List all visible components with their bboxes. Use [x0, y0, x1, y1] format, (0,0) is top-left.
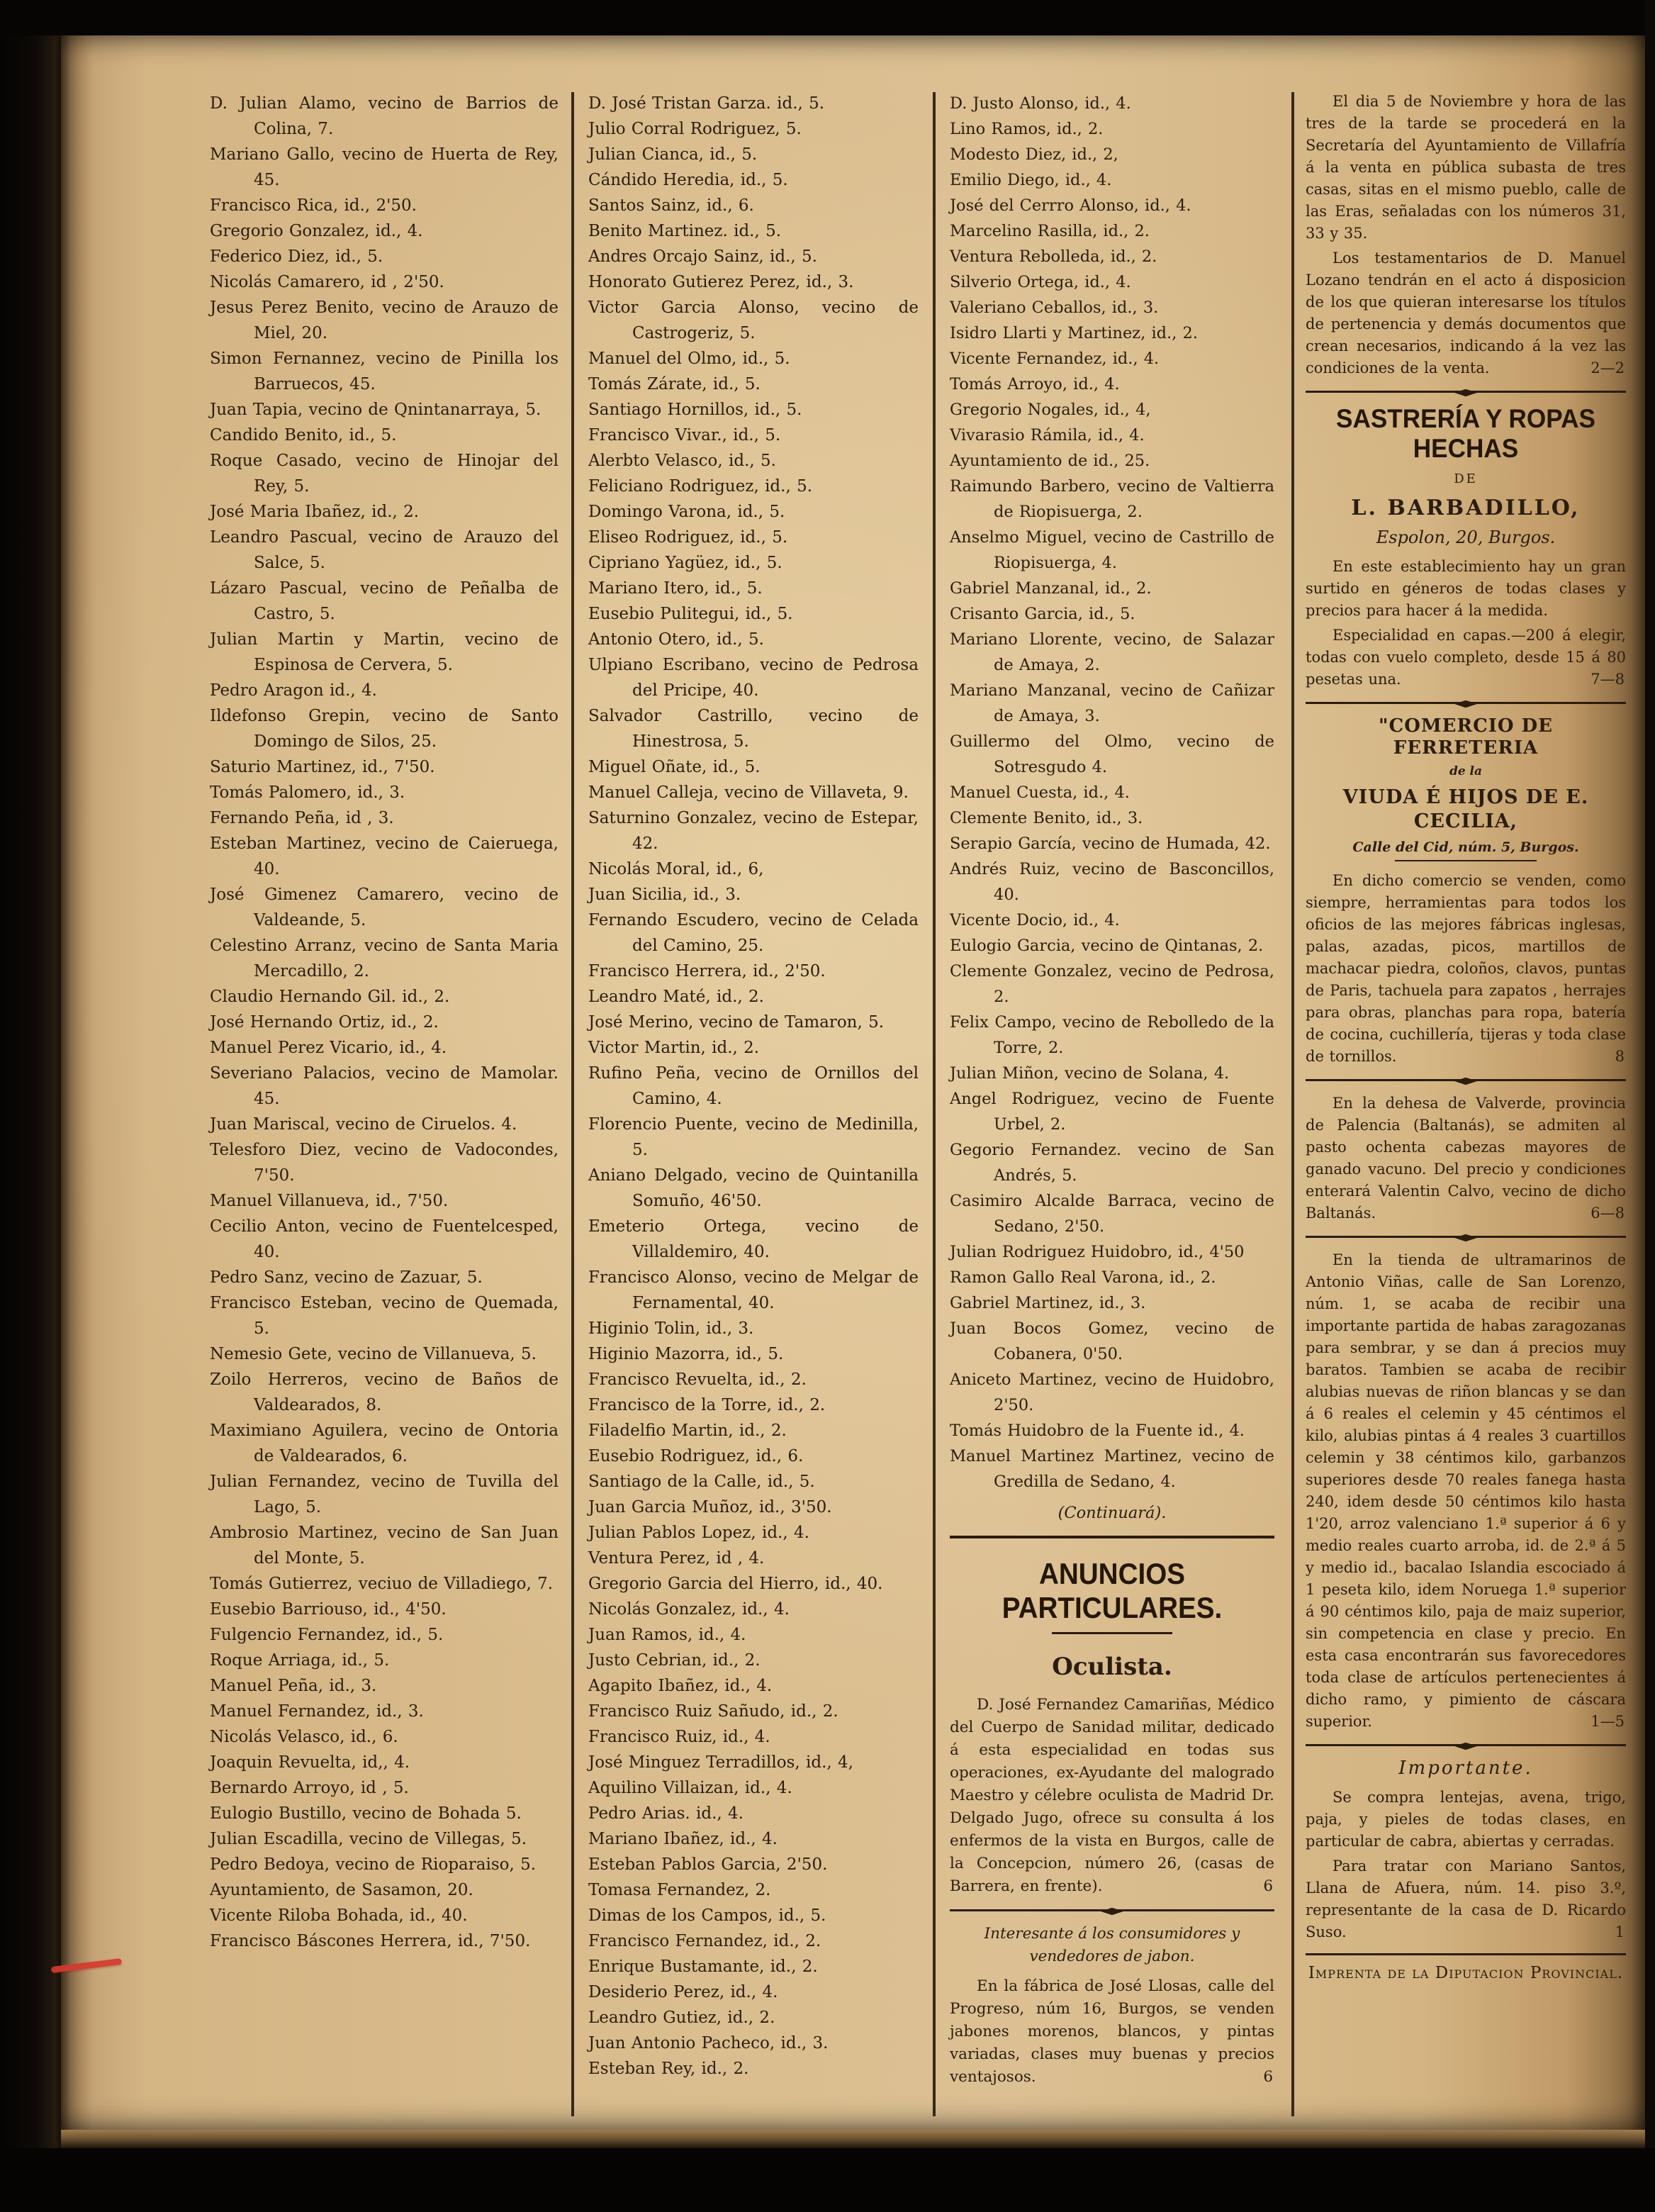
- list-entry: Santiago Hornillos, id., 5.: [588, 401, 802, 419]
- sastreria-paragraph-2-text: Especialidad en capas.—200 á elegir, todas con vuelo completo, desde 15 á 80 pesetas una.: [1306, 627, 1626, 688]
- section-rule: [950, 1536, 1274, 1538]
- column-rule-3: [1291, 92, 1294, 2116]
- importante-paragraph-2-text: Para tratar con Mariano Santos, Llana de Afuera, núm. 14. piso 3.º, representante de la casa de D. Ricardo Suso.: [1306, 1858, 1626, 1940]
- continuara-note: (Continuará).: [1057, 1504, 1167, 1522]
- list-entry: Claudio Hernando Gil. id., 2.: [210, 988, 450, 1006]
- list-entry: José Gimenez Camarero, vecino de Valdeande, 5.: [210, 886, 559, 929]
- list-entry: Anselmo Miguel, vecino de Castrillo de Riopisuerga, 4.: [950, 528, 1274, 572]
- importante-number: 1: [1615, 1923, 1625, 1940]
- list-entry: Desiderio Perez, id., 4.: [588, 1983, 778, 2001]
- list-entry: Saturnino Gonzalez, vecino de Estepar, 42.: [588, 809, 919, 853]
- list-entry: Tomás Palomero, id., 3.: [210, 783, 405, 802]
- footer-rule: [1306, 1953, 1626, 1955]
- list-entry: Tomás Zárate, id., 5.: [588, 375, 761, 393]
- valverde-number: 6—8: [1591, 1205, 1625, 1222]
- list-entry: Juan Ramos, id., 4.: [588, 1626, 746, 1644]
- list-entry: Pedro Aragon id., 4.: [210, 681, 377, 700]
- list-entry: Enrique Bustamante, id., 2.: [588, 1957, 818, 1976]
- list-entry: Modesto Diez, id., 2,: [950, 145, 1118, 164]
- list-entry: Telesforo Diez, vecino de Vadocondes, 7'50.: [210, 1141, 559, 1185]
- list-entry: Cipriano Yagüez, id., 5.: [588, 554, 782, 572]
- list-entry: Francisco Rica, id., 2'50.: [210, 196, 417, 215]
- villafria-notice: [1306, 91, 1626, 245]
- list-entry: Nemesio Gete, vecino de Villanueva, 5.: [210, 1345, 537, 1363]
- ferreteria-paragraph-text: En dicho comercio se venden, como siempre, herramientas para todos los oficios de las mejores fábricas inglesas, palas, azadas, picos, martillos de machacar piedra, coloños, clavos, puntas de Paris, tachuela para zapatos , herrajes para obras, planchas para ropa, batería de cocina, cuchillería, tijeras y toda clase de tornillos.: [1306, 872, 1626, 1065]
- list-entry: Severiano Palacios, vecino de Mamolar. 45.: [210, 1064, 559, 1108]
- list-entry: Manuel del Olmo, id., 5.: [588, 350, 790, 368]
- list-entry: Julian Escadilla, vecino de Villegas, 5.: [210, 1830, 527, 1848]
- list-entry: Manuel Peña, id., 3.: [210, 1677, 377, 1695]
- list-entry: Candido Benito, id., 5.: [210, 426, 397, 445]
- list-entry: Mariano Llorente, vecino, de Salazar de Amaya, 2.: [950, 630, 1274, 674]
- diamond-separator: [950, 1909, 1274, 1911]
- list-entry: Juan Antonio Pacheco, id., 3.: [588, 2034, 829, 2052]
- lozano-notice-number: 2—2: [1591, 359, 1625, 376]
- oculista-ad-number: 6: [1263, 1877, 1273, 1895]
- column-2-resident-list: [588, 91, 919, 2082]
- list-entry: Clemente Benito, id., 3.: [950, 809, 1143, 827]
- list-entry: Julian Fernandez, vecino de Tuvilla del Lago, 5.: [210, 1473, 559, 1516]
- list-entry: Francisco Vivar., id., 5.: [588, 426, 781, 445]
- scan-background-bottom: [0, 2148, 1655, 2212]
- list-entry: Salvador Castrillo, vecino de Hinestrosa, 5.: [588, 707, 919, 751]
- list-entry: Ventura Perez, id , 4.: [588, 1549, 765, 1568]
- column-rule-1: [571, 92, 574, 2116]
- list-entry: Cecilio Anton, vecino de Fuentelcesped, 40.: [210, 1217, 559, 1261]
- list-entry: D. Julian Alamo, vecino de Barrios de Colina, 7.: [210, 94, 559, 138]
- scan-background-top: [0, 0, 1655, 35]
- list-entry: Francisco Esteban, vecino de Quemada, 5.: [210, 1294, 559, 1338]
- list-entry: José Merino, vecino de Tamaron, 5.: [588, 1013, 885, 1032]
- list-entry: Eliseo Rodriguez, id., 5.: [588, 528, 788, 547]
- diamond-separator: [1306, 1236, 1626, 1238]
- list-entry: Simon Fernannez, vecino de Pinilla los Barruecos, 45.: [210, 350, 559, 393]
- list-entry: Gegorio Fernandez. vecino de San Andrés, 5.: [950, 1141, 1274, 1185]
- heading-underline: [1395, 860, 1537, 861]
- list-entry: Tomás Arroyo, id., 4.: [950, 375, 1120, 393]
- sastreria-de: DE: [1454, 471, 1478, 486]
- list-entry: José del Cerrro Alonso, id., 4.: [950, 196, 1191, 215]
- villafria-notice-text: El dia 5 de Noviembre y hora de las tres de la tarde se procederá en la Secretaría del Ayuntamiento de Villafría á la venta en pública subasta de tres casas, sitas en el mismo pueblo, calle de las Eras, señaladas con los números 31, 33 y 35.: [1306, 93, 1626, 242]
- list-entry: Feliciano Rodriguez, id., 5.: [588, 477, 813, 496]
- list-entry: Juan Sicilia, id., 3.: [588, 886, 741, 904]
- list-entry: Eusebio Barriouso, id., 4'50.: [210, 1600, 447, 1619]
- list-entry: Julio Corral Rodriguez, 5.: [588, 120, 802, 138]
- list-entry: Crisanto Garcia, id., 5.: [950, 605, 1135, 623]
- list-entry: Marcelino Rasilla, id., 2.: [950, 222, 1150, 240]
- list-entry: Vicente Riloba Bohada, id., 40.: [210, 1906, 468, 1925]
- list-entry: Victor Martin, id., 2.: [588, 1039, 760, 1057]
- list-entry: Nicolás Moral, id., 6,: [588, 860, 764, 878]
- list-entry: Fernando Escudero, vecino de Celada del Camino, 25.: [588, 911, 919, 955]
- list-entry: Mariano Ibañez, id., 4.: [588, 1830, 778, 1848]
- list-entry: Justo Cebrian, id., 2.: [588, 1651, 761, 1670]
- column-rule-2: [933, 92, 936, 2116]
- list-entry: Vivarasio Rámila, id., 4.: [950, 426, 1145, 445]
- list-entry: Dimas de los Campos, id., 5.: [588, 1906, 826, 1925]
- list-entry: Ulpiano Escribano, vecino de Pedrosa del Pricipe, 40.: [588, 656, 919, 700]
- list-entry: Clemente Gonzalez, vecino de Pedrosa, 2.: [950, 962, 1274, 1006]
- importante-paragraph-1: [1306, 1787, 1626, 1853]
- list-entry: Pedro Bedoya, vecino de Rioparaiso, 5.: [210, 1855, 537, 1874]
- list-entry: Casimiro Alcalde Barraca, vecino de Sedano, 2'50.: [950, 1192, 1274, 1236]
- jabon-ad-text: En la fábrica de José Llosas, calle del Progreso, núm 16, Burgos, se venden jabones morenos, blancos, y pintas variadas, clases muy buenas y precios ventajosos.: [950, 1977, 1274, 2086]
- list-entry: Leandro Pascual, vecino de Arauzo del Salce, 5.: [210, 528, 559, 572]
- heading-underline: [1052, 1632, 1172, 1634]
- list-entry: Lino Ramos, id., 2.: [950, 120, 1104, 138]
- list-entry: Federico Diez, id., 5.: [210, 247, 383, 266]
- list-entry: Manuel Cuesta, id., 4.: [950, 783, 1130, 802]
- list-entry: Francisco Fernandez, id., 2.: [588, 1932, 821, 1950]
- list-entry: Julian Miñon, vecino de Solana, 4.: [950, 1064, 1230, 1083]
- list-entry: Ventura Rebolleda, id., 2.: [950, 247, 1157, 266]
- list-entry: Juan Tapia, vecino de Qnintanarraya, 5.: [210, 401, 542, 419]
- jabon-ad-heading: Interesante á los consumidores y vendedores de jabon.: [984, 1925, 1240, 1965]
- ferreteria-owner: VIUDA É HIJOS DE E. CECILIA,: [1342, 786, 1589, 832]
- imprenta-footer: Imprenta de la Diputacion Provincial.: [1308, 1964, 1624, 1982]
- sastreria-heading: SASTRERÍA Y ROPAS HECHAS: [1336, 404, 1595, 463]
- list-entry: Benito Martinez. id., 5.: [588, 222, 782, 240]
- list-entry: Pedro Arias. id., 4.: [588, 1804, 744, 1823]
- list-entry: Mariano Gallo, vecino de Huerta de Rey, 45.: [210, 145, 559, 189]
- list-entry: Miguel Oñate, id., 5.: [588, 758, 761, 776]
- list-entry: Fulgencio Fernandez, id., 5.: [210, 1626, 444, 1644]
- list-entry: Eusebio Pulitegui, id., 5.: [588, 605, 793, 623]
- list-entry: Julian Pablos Lopez, id., 4.: [588, 1524, 809, 1542]
- list-entry: Francisco Herrera, id., 2'50.: [588, 962, 826, 981]
- ferreteria-dela: de la: [1449, 764, 1483, 778]
- list-entry: Higinio Tolin, id., 3.: [588, 1319, 754, 1338]
- ferreteria-number: 8: [1615, 1048, 1625, 1065]
- list-entry: Higinio Mazorra, id., 5.: [588, 1345, 784, 1363]
- list-entry: Ambrosio Martinez, vecino de San Juan del Monte, 5.: [210, 1524, 559, 1568]
- list-entry: Felix Campo, vecino de Rebolledo de la Torre, 2.: [950, 1013, 1274, 1057]
- oculista-ad-text: D. José Fernandez Camariñas, Médico del Cuerpo de Sanidad militar, dedicado á esta especialidad en todas sus operaciones, ex-Ayudante del malogrado Maestro y célebre oculista de Madrid Dr. Delgado Jugo, ofrece su consulta á los enfermos de la vista en Burgos, calle de la Concepcion, número 26, (casas de Barrera, en frente).: [950, 1696, 1274, 1895]
- list-entry: Guillermo del Olmo, vecino de Sotresgudo 4.: [950, 732, 1274, 776]
- lozano-notice: [1306, 247, 1626, 379]
- list-entry: Vicente Docio, id., 4.: [950, 911, 1120, 929]
- list-entry: Tomasa Fernandez, 2.: [588, 1881, 771, 1899]
- book-spine-shadow: [0, 0, 65, 2212]
- anuncios-particulares-heading: ANUNCIOS PARTICULARES.: [1002, 1557, 1223, 1624]
- list-entry: Bernardo Arroyo, id , 5.: [210, 1779, 409, 1797]
- list-entry: Esteban Rey, id., 2.: [588, 2060, 749, 2078]
- list-entry: Esteban Martinez, vecino de Caieruega, 40.: [210, 834, 559, 878]
- list-entry: Victor Garcia Alonso, vecino de Castrogeriz, 5.: [588, 298, 919, 342]
- jabon-ad-number: 6: [1263, 2068, 1273, 2086]
- list-entry: José Minguez Terradillos, id., 4,: [588, 1753, 853, 1772]
- list-entry: Filadelfio Martin, id., 2.: [588, 1421, 787, 1440]
- list-entry: Manuel Villanueva, id., 7'50.: [210, 1192, 449, 1210]
- list-entry: Lázaro Pascual, vecino de Peñalba de Castro, 5.: [210, 579, 559, 623]
- list-entry: Francisco Revuelta, id., 2.: [588, 1370, 807, 1389]
- list-entry: Leandro Maté, id., 2.: [588, 988, 764, 1006]
- diamond-separator: [1306, 1744, 1626, 1746]
- ferreteria-address: Calle del Cid, núm. 5, Burgos.: [1352, 839, 1579, 855]
- list-entry: Leandro Gutiez, id., 2.: [588, 2009, 775, 2027]
- list-entry: Antonio Otero, id., 5.: [588, 630, 764, 649]
- list-entry: Ayuntamiento, de Sasamon, 20.: [210, 1881, 473, 1899]
- list-entry: Manuel Perez Vicario, id., 4.: [210, 1039, 447, 1057]
- diamond-separator: [1306, 1079, 1626, 1081]
- list-entry: Santos Sainz, id., 6.: [588, 196, 754, 215]
- column-3-resident-list: [950, 91, 1274, 1495]
- sastreria-paragraph-1: [1306, 556, 1626, 622]
- list-entry: D. Justo Alonso, id., 4.: [950, 94, 1131, 113]
- ferreteria-heading: "COMERCIO DE FERRETERIA: [1378, 715, 1553, 759]
- list-entry: Agapito Ibañez, id., 4.: [588, 1677, 773, 1695]
- sastreria-paragraph-2: [1306, 625, 1626, 691]
- list-entry: Francisco Alonso, vecino de Melgar de Fernamental, 40.: [588, 1268, 919, 1312]
- list-entry: Gabriel Martinez, id., 3.: [950, 1294, 1146, 1312]
- list-entry: Eusebio Rodriguez, id., 6.: [588, 1447, 804, 1465]
- list-entry: Julian Cianca, id., 5.: [588, 145, 758, 164]
- list-entry: Jesus Perez Benito, vecino de Arauzo de Miel, 20.: [210, 298, 559, 342]
- list-entry: Andrés Ruiz, vecino de Basconcillos, 40.: [950, 860, 1274, 904]
- column-4-ads: [1306, 91, 1626, 1984]
- list-entry: Gregorio Garcia del Hierro, id., 40.: [588, 1575, 883, 1593]
- list-entry: José Hernando Ortiz, id., 2.: [210, 1013, 439, 1032]
- list-entry: Gregorio Gonzalez, id., 4.: [210, 222, 423, 240]
- jabon-ad: [950, 1975, 1274, 2089]
- importante-heading: Importante.: [1398, 1758, 1533, 1779]
- list-entry: Cándido Heredia, id., 5.: [588, 171, 788, 189]
- list-entry: Joaquin Revuelta, id,, 4.: [210, 1753, 410, 1772]
- list-entry: Juan Mariscal, vecino de Ciruelos. 4.: [210, 1115, 517, 1134]
- ultramarinos-ad: [1306, 1249, 1626, 1733]
- list-entry: Serapio García, vecino de Humada, 42.: [950, 834, 1271, 853]
- importante-paragraph-1-text: Se compra lentejas, avena, trigo, paja, y pieles de todas clases, en particular de cabra, abiertas y cerradas.: [1306, 1789, 1626, 1850]
- oculista-ad: [950, 1694, 1274, 1898]
- list-entry: Emilio Diego, id., 4.: [950, 171, 1112, 189]
- list-entry: Francisco Báscones Herrera, id., 7'50.: [210, 1932, 531, 1950]
- list-entry: Aquilino Villaizan, id., 4.: [588, 1779, 792, 1797]
- sastreria-address: Espolon, 20, Burgos.: [1376, 527, 1556, 547]
- ultramarinos-ad-text: En la tienda de ultramarinos de Antonio Viñas, calle de San Lorenzo, núm. 1, se acaba de recibir una importante partida de habas zaragozanas para sembrar, y se dan á precios muy baratos. Tambien se acaba de recibir alubias nuevas de riñon blancas y se dan á 6 reales el celemin y 45 céntimos el kilo, alubias pintas á 4 reales 3 cuartillos celemin y 38 céntimos kilo, garbanzos superiores desde 70 reales fanega hasta 240, idem desde 50 céntimos kilo hasta 1'20, arroz valenciano 1.ª superior á 6 y medio reales cuarto arroba, id. de 2.ª á 5 y medio id., bacalao Islandia escociado á 1 peseta kilo, idem Noruega 1.ª superior á 90 céntimos kilo, paja de maiz superior, sin competencia en clase y precio. En esta casa encontrarán sus favorecedores toda clase de artículos pertenecientes á dicho ramo, y pimiento de cáscara superior.: [1306, 1251, 1626, 1730]
- valverde-notice-text: En la dehesa de Valverde, provincia de Palencia (Baltanás), se admiten al pasto ochenta cabezas mayores de ganado vacuno. Del precio y condiciones enterará Valentin Calvo, vecino de dicho Baltanás.: [1306, 1095, 1626, 1222]
- lozano-notice-text: Los testamentarios de D. Manuel Lozano tendrán en el acto á disposicion de los que quieran interesarse los títulos de pertenencia y demás documentos que crean necesarios, indicando á la vez las condiciones de la venta.: [1306, 250, 1626, 376]
- valverde-notice: [1306, 1093, 1626, 1224]
- list-entry: Santiago de la Calle, id., 5.: [588, 1473, 815, 1491]
- list-entry: Isidro Llarti y Martinez, id., 2.: [950, 324, 1198, 342]
- scan-background-right: [1645, 0, 1655, 2212]
- list-entry: D. José Tristan Garza. id., 5.: [588, 94, 825, 113]
- sastreria-owner: L. BARBADILLO,: [1351, 496, 1581, 520]
- list-entry: Roque Arriaga, id., 5.: [210, 1651, 390, 1670]
- importante-paragraph-2: [1306, 1855, 1626, 1943]
- column-1-resident-list: [210, 91, 559, 1954]
- list-entry: Maximiano Aguilera, vecino de Ontoria de Valdearados, 6.: [210, 1421, 559, 1465]
- list-entry: Eulogio Bustillo, vecino de Bohada 5.: [210, 1804, 522, 1823]
- list-entry: Francisco de la Torre, id., 2.: [588, 1396, 826, 1414]
- ultramarinos-number: 1—5: [1591, 1713, 1625, 1730]
- list-entry: Mariano Itero, id., 5.: [588, 579, 763, 598]
- list-entry: Zoilo Herreros, vecino de Baños de Valdearados, 8.: [210, 1370, 559, 1414]
- list-entry: Ildefonso Grepin, vecino de Santo Domingo de Silos, 25.: [210, 707, 559, 751]
- list-entry: Silverio Ortega, id., 4.: [950, 273, 1131, 291]
- list-entry: Valeriano Ceballos, id., 3.: [950, 298, 1159, 317]
- oculista-heading: Oculista.: [1052, 1653, 1172, 1681]
- list-entry: Julian Rodriguez Huidobro, id., 4'50: [950, 1243, 1245, 1261]
- list-entry: Roque Casado, vecino de Hinojar del Rey, 5.: [210, 452, 559, 496]
- list-entry: Raimundo Barbero, vecino de Valtierra de Riopisuerga, 2.: [950, 477, 1274, 521]
- list-entry: Nicolás Camarero, id , 2'50.: [210, 273, 444, 291]
- sastreria-number: 7—8: [1591, 671, 1625, 688]
- list-entry: Manuel Fernandez, id., 3.: [210, 1702, 424, 1721]
- list-entry: José Maria Ibañez, id., 2.: [210, 503, 420, 521]
- list-entry: Tomás Gutierrez, veciuo de Villadiego, 7.: [210, 1575, 554, 1593]
- list-entry: Andres Orcajo Sainz, id., 5.: [588, 247, 817, 266]
- list-entry: Tomás Huidobro de la Fuente id., 4.: [950, 1421, 1245, 1440]
- list-entry: Gabriel Manzanal, id., 2.: [950, 579, 1152, 598]
- list-entry: Honorato Gutierez Perez, id., 3.: [588, 273, 854, 291]
- list-entry: Nicolás Gonzalez, id., 4.: [588, 1600, 790, 1619]
- list-entry: Juan Bocos Gomez, vecino de Cobanera, 0'50.: [950, 1319, 1274, 1363]
- list-entry: Eulogio Garcia, vecino de Qintanas, 2.: [950, 937, 1264, 955]
- list-entry: Aniano Delgado, vecino de Quintanilla Somuño, 46'50.: [588, 1166, 919, 1210]
- list-entry: Angel Rodriguez, vecino de Fuente Urbel, 2.: [950, 1090, 1274, 1134]
- list-entry: Pedro Sanz, vecino de Zazuar, 5.: [210, 1268, 483, 1287]
- list-entry: Fernando Peña, id , 3.: [210, 809, 394, 827]
- list-entry: Esteban Pablos Garcia, 2'50.: [588, 1855, 828, 1874]
- list-entry: Alerbto Velasco, id., 5.: [588, 452, 776, 470]
- list-entry: Mariano Manzanal, vecino de Cañizar de Amaya, 3.: [950, 681, 1274, 725]
- list-entry: Francisco Ruiz, id., 4.: [588, 1728, 770, 1746]
- diamond-separator: [1306, 391, 1626, 393]
- list-entry: Aniceto Martinez, vecino de Huidobro, 2'50.: [950, 1370, 1274, 1414]
- list-entry: Florencio Puente, vecino de Medinilla, 5.: [588, 1115, 919, 1159]
- list-entry: Saturio Martinez, id., 7'50.: [210, 758, 435, 776]
- list-entry: Emeterio Ortega, vecino de Villaldemiro, 40.: [588, 1217, 919, 1261]
- list-entry: Manuel Calleja, vecino de Villaveta, 9.: [588, 783, 909, 802]
- list-entry: Francisco Ruiz Sañudo, id., 2.: [588, 1702, 838, 1721]
- list-entry: Ayuntamiento de id., 25.: [950, 452, 1150, 470]
- column-3: [950, 91, 1274, 2091]
- list-entry: Manuel Martinez Martinez, vecino de Gredilla de Sedano, 4.: [950, 1447, 1274, 1491]
- list-entry: Domingo Varona, id., 5.: [588, 503, 785, 521]
- list-entry: Juan Garcia Muñoz, id., 3'50.: [588, 1498, 832, 1516]
- list-entry: Celestino Arranz, vecino de Santa Maria Mercadillo, 2.: [210, 937, 559, 981]
- list-entry: Julian Martin y Martin, vecino de Espinosa de Cervera, 5.: [210, 630, 559, 674]
- list-entry: Gregorio Nogales, id., 4,: [950, 401, 1151, 419]
- diamond-separator: [1306, 702, 1626, 704]
- list-entry: Nicolás Velasco, id., 6.: [210, 1728, 398, 1746]
- sastreria-paragraph-1-text: En este establecimiento hay un gran surtido en géneros de todas clases y precios para hacer á la medida.: [1306, 558, 1626, 619]
- ferreteria-paragraph: [1306, 870, 1626, 1068]
- list-entry: Vicente Fernandez, id., 4.: [950, 350, 1160, 368]
- list-entry: Rufino Peña, vecino de Ornillos del Camino, 4.: [588, 1064, 919, 1108]
- list-entry: Ramon Gallo Real Varona, id., 2.: [950, 1268, 1216, 1287]
